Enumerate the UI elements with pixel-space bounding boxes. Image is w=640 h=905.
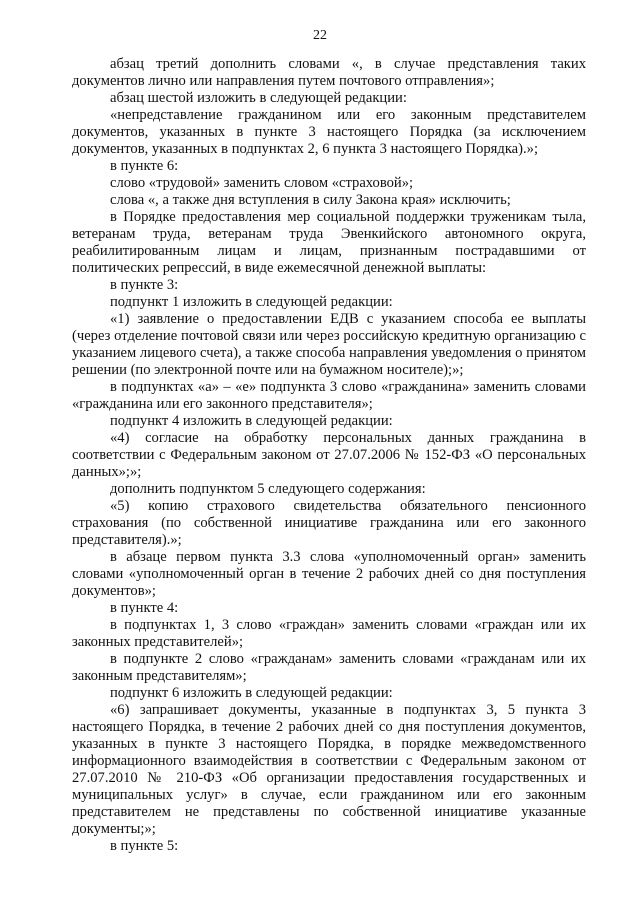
- paragraph: «непредставление гражданином или его законным представителем документов, указанных в пункте 3 настоящего Порядка (за исключением документов, указанных в подпунктах 2, 6 пункта 3 настоящего Порядка).»;: [72, 107, 586, 157]
- paragraph: абзац третий дополнить словами «, в случае представления таких документов лично или направления путем почтового отправления»;: [72, 56, 586, 89]
- paragraph: в пункте 5:: [110, 838, 179, 854]
- paragraph: «5) копию страхового свидетельства обязательного пенсионного страхования (по собственной инициативе гражданина или его законного представителя).»;: [72, 498, 586, 548]
- paragraph: подпункт 6 изложить в следующей редакции:: [110, 685, 393, 701]
- paragraph: слова «, а также дня вступления в силу Закона края» исключить;: [110, 192, 511, 208]
- paragraph: подпункт 1 изложить в следующей редакции:: [110, 294, 393, 310]
- paragraph: «1) заявление о предоставлении ЕДВ с указанием способа ее выплаты (через отделение почтовой связи или через российскую кредитную организацию с указанием лицевого счета), а также способа направления уведомления о принятом решении (по электронной почте или на бумажном носителе);»;: [72, 311, 586, 378]
- paragraph: дополнить подпунктом 5 следующего содержания:: [110, 481, 426, 497]
- paragraph: в пункте 3:: [110, 277, 179, 293]
- document-body: [72, 56, 586, 855]
- paragraph: в Порядке предоставления мер социальной поддержки труженикам тыла, ветеранам труда, ветеранам труда Эвенкийского автономного округа, реабилитированным лицам и лицам, признанным пострадавшими от политических репрессий, в виде ежемесячной денежной выплаты:: [72, 209, 586, 276]
- paragraph: в подпунктах «а» – «е» подпункта 3 слово «гражданина» заменить словами «гражданина или его законного представителя»;: [72, 379, 586, 412]
- paragraph: абзац шестой изложить в следующей редакции:: [110, 90, 407, 106]
- paragraph: в подпункте 2 слово «гражданам» заменить словами «гражданам или их законным представителям»;: [72, 651, 586, 684]
- paragraph: «6) запрашивает документы, указанные в подпунктах 3, 5 пункта 3 настоящего Порядка, в течение 2 рабочих дней со дня поступления документов, указанных в пункте 3 настоящего Порядка, в порядке межведомственного информационного взаимодействия в соответствии с Федеральным законом от 27.07.2010 № 210-ФЗ «Об организации предоставления государственных и муниципальных услуг» в случае, если гражданином или его законным представителем не представлены по собственной инициативе указанные документы;»;: [72, 702, 586, 837]
- paragraph: подпункт 4 изложить в следующей редакции:: [110, 413, 393, 429]
- paragraph: в пункте 4:: [110, 600, 179, 616]
- paragraph: в абзаце первом пункта 3.3 слова «уполномоченный орган» заменить словами «уполномоченный орган в течение 2 рабочих дней со дня поступления документов»;: [72, 549, 586, 599]
- paragraph: в пункте 6:: [110, 158, 179, 174]
- paragraph: «4) согласие на обработку персональных данных гражданина в соответствии с Федеральным законом от 27.07.2006 № 152-ФЗ «О персональных данных»;»;: [72, 430, 586, 480]
- page-number: 22: [313, 28, 327, 43]
- paragraph: в подпунктах 1, 3 слово «граждан» заменить словами «граждан или их законных представителей»;: [72, 617, 586, 650]
- paragraph: слово «трудовой» заменить словом «страховой»;: [110, 175, 414, 191]
